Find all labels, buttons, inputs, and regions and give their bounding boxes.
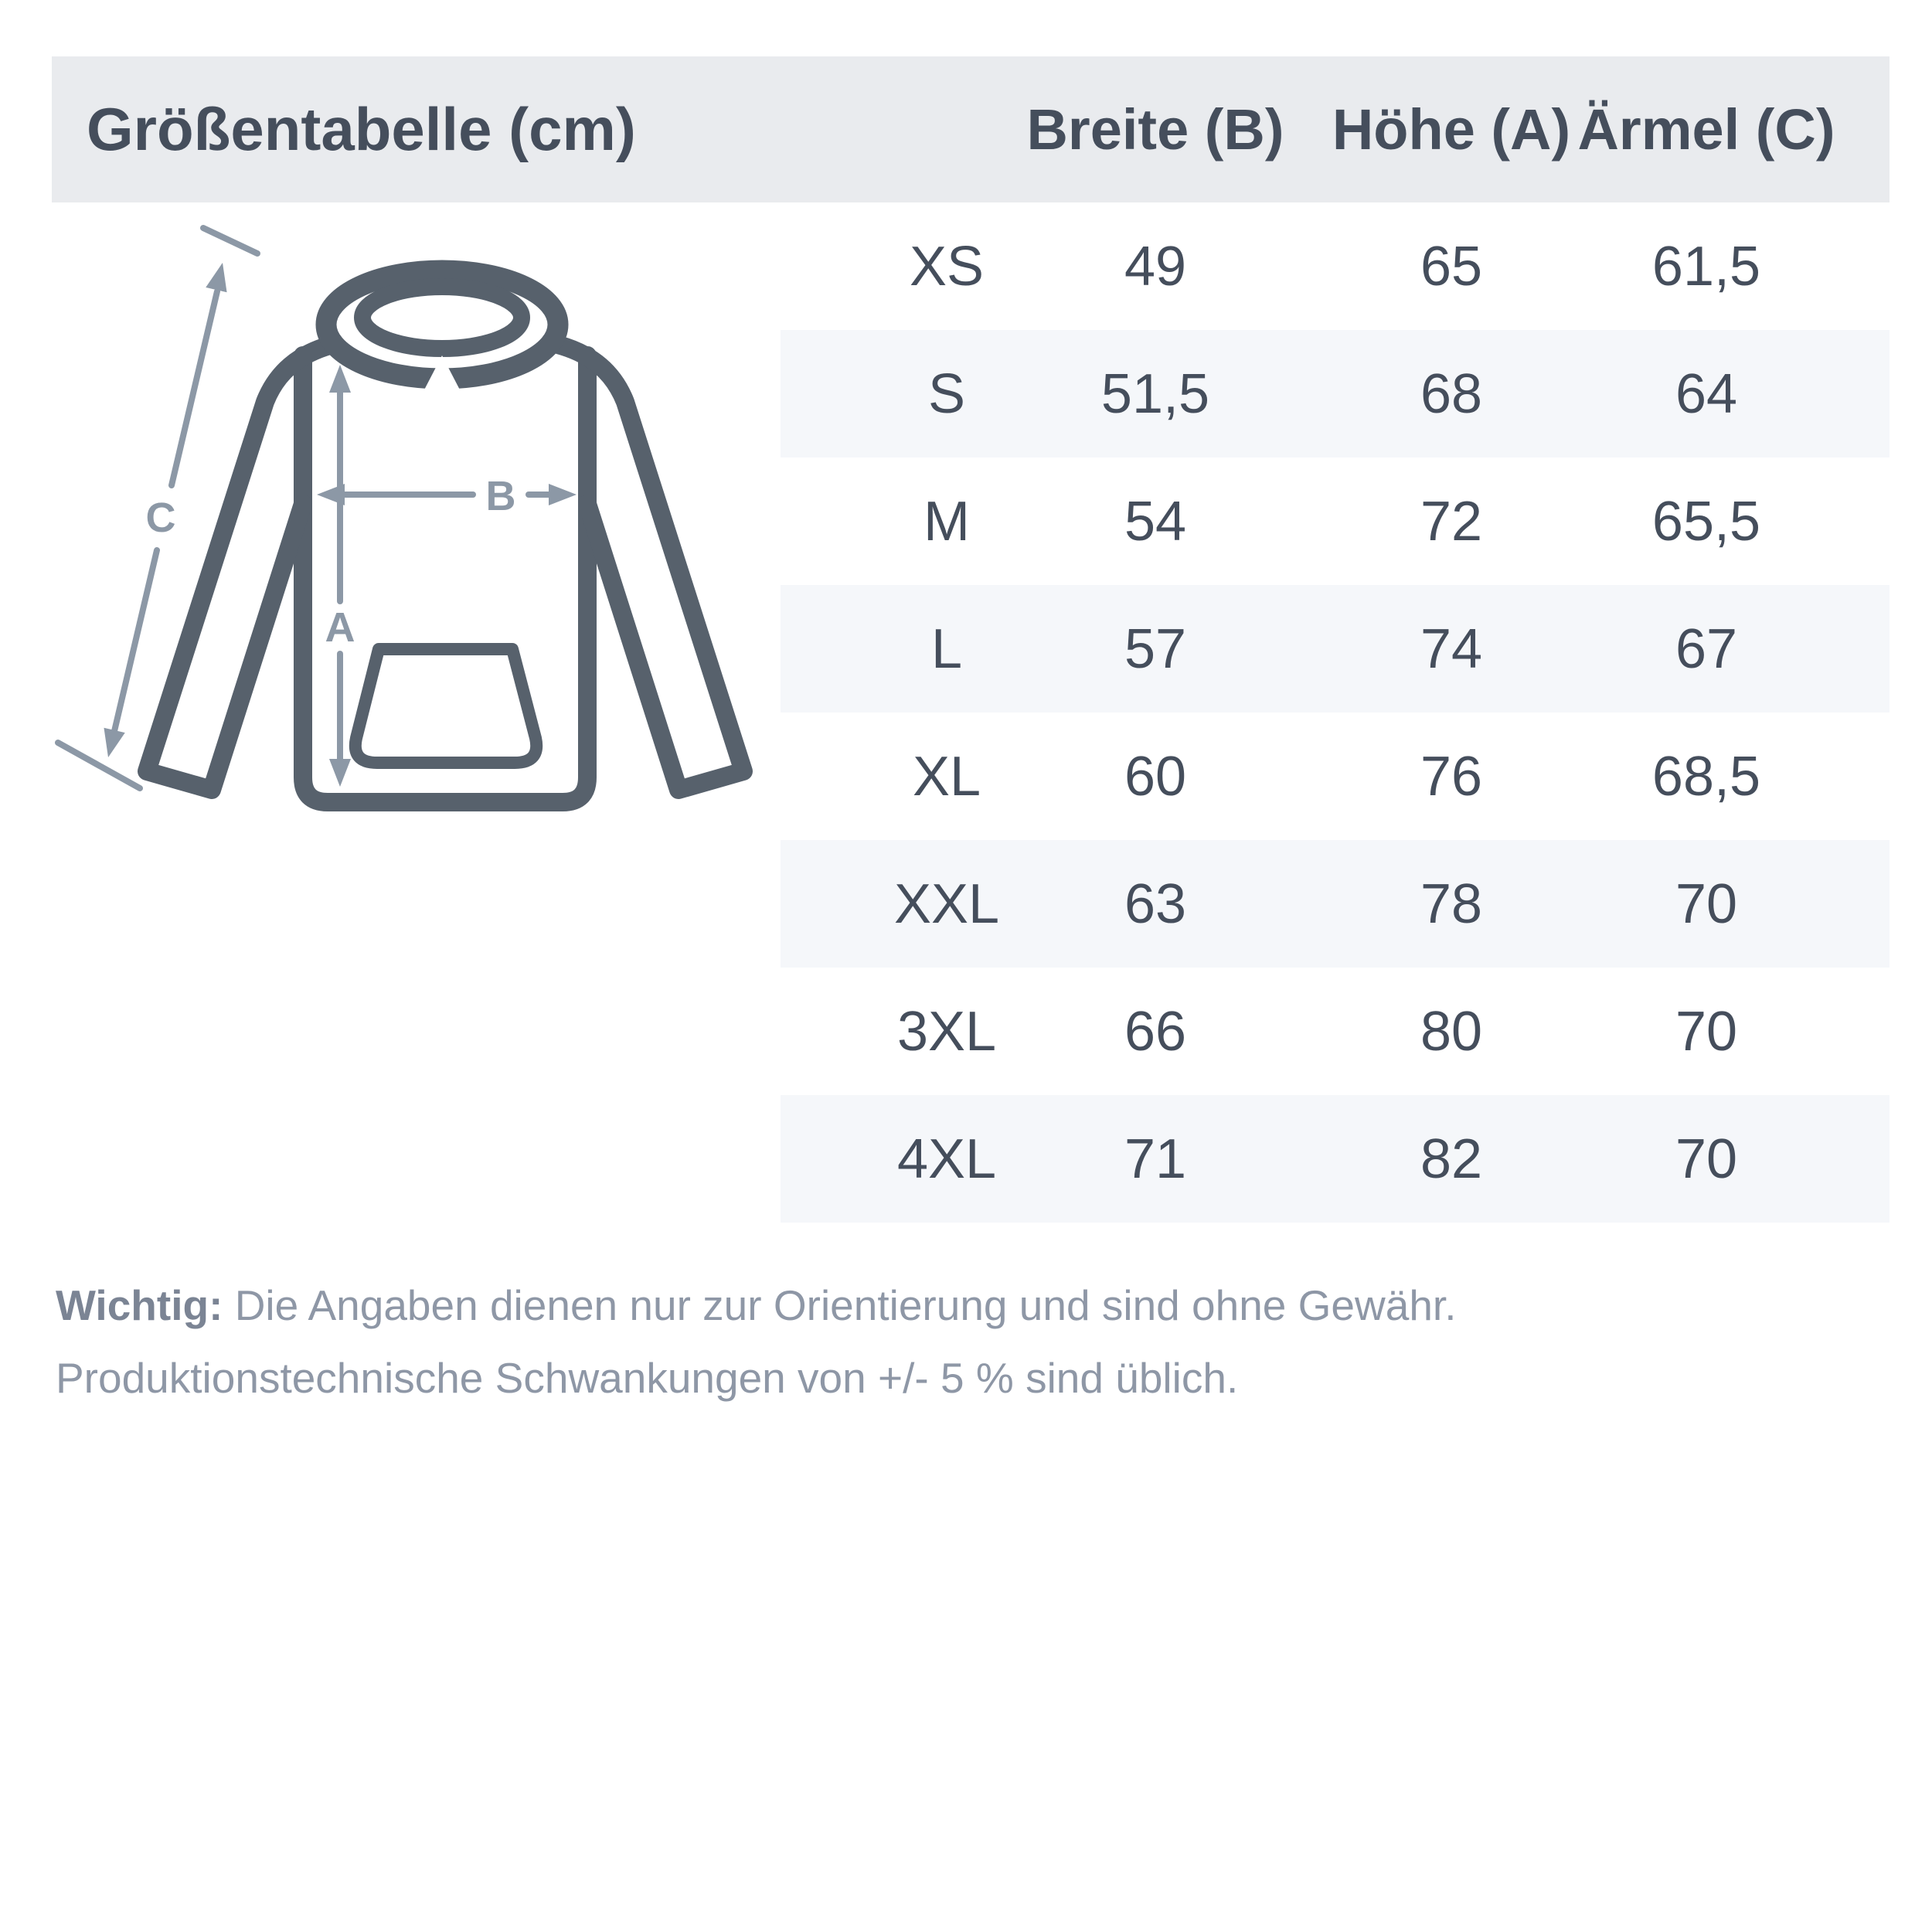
size-label: XXL — [893, 872, 1000, 935]
page-title: Größentabelle (cm) — [87, 95, 636, 163]
aermel-value: 70 — [1675, 1128, 1738, 1190]
hoehe-value: 80 — [1420, 1000, 1483, 1063]
hoehe-value: 65 — [1420, 235, 1483, 298]
table-row — [781, 457, 1889, 585]
hoehe-value: 74 — [1420, 617, 1483, 680]
table-row — [781, 840, 1889, 968]
size-label: XS — [909, 235, 985, 298]
hoehe-value: 68 — [1420, 362, 1483, 425]
size-label: S — [927, 362, 966, 425]
table-row — [781, 585, 1889, 713]
hoehe-value: 82 — [1420, 1128, 1483, 1190]
size-label: 4XL — [896, 1128, 997, 1190]
aermel-value: 70 — [1675, 872, 1738, 935]
breite-value: 66 — [1124, 1000, 1187, 1063]
disclaimer-line1: Die Angaben dienen nur zur Orientierung und sind ohne Gewähr. — [234, 1281, 1457, 1329]
column-header-aermel: Ärmel (C) — [1577, 97, 1835, 162]
table-row — [781, 330, 1889, 457]
table-row — [781, 1095, 1889, 1223]
hoodie-outline-icon — [147, 270, 743, 802]
size-table — [781, 202, 1889, 1223]
aermel-value: 68,5 — [1651, 745, 1761, 808]
size-label: 3XL — [896, 1000, 997, 1063]
breite-value: 63 — [1124, 872, 1187, 935]
size-chart-header — [52, 56, 1889, 202]
breite-value: 54 — [1124, 490, 1187, 553]
table-row — [781, 713, 1889, 840]
aermel-value: 65,5 — [1651, 490, 1761, 553]
disclaimer-label: Wichtig: — [56, 1281, 223, 1329]
size-label: M — [923, 490, 970, 553]
hoehe-value: 76 — [1420, 745, 1483, 808]
breite-value: 71 — [1124, 1128, 1187, 1190]
aermel-value: 70 — [1675, 1000, 1738, 1063]
hoehe-value: 78 — [1420, 872, 1483, 935]
aermel-value: 61,5 — [1651, 235, 1761, 298]
breite-value: 57 — [1124, 617, 1187, 680]
width-arrow-b — [317, 473, 577, 519]
size-label: L — [930, 617, 963, 680]
breite-value: 49 — [1124, 235, 1187, 298]
aermel-value: 64 — [1675, 362, 1738, 425]
measure-label-a: A — [325, 604, 355, 651]
table-row — [781, 202, 1889, 330]
column-header-breite: Breite (B) — [1026, 97, 1284, 162]
breite-value: 60 — [1124, 745, 1187, 808]
breite-value: 51,5 — [1100, 362, 1210, 425]
hoehe-value: 72 — [1420, 490, 1483, 553]
size-label: XL — [912, 745, 981, 808]
height-arrow-a — [325, 365, 355, 787]
measure-label-c: C — [145, 495, 176, 541]
measure-label-b: B — [485, 473, 516, 519]
table-row — [781, 968, 1889, 1095]
disclaimer-line2: Produktionstechnische Schwankungen von +/- 5 % sind üblich. — [56, 1354, 1239, 1402]
column-header-hoehe: Höhe (A) — [1332, 97, 1571, 162]
aermel-value: 67 — [1675, 617, 1738, 680]
hoodie-measurement-diagram — [46, 216, 781, 873]
disclaimer-note — [56, 1269, 1864, 1414]
